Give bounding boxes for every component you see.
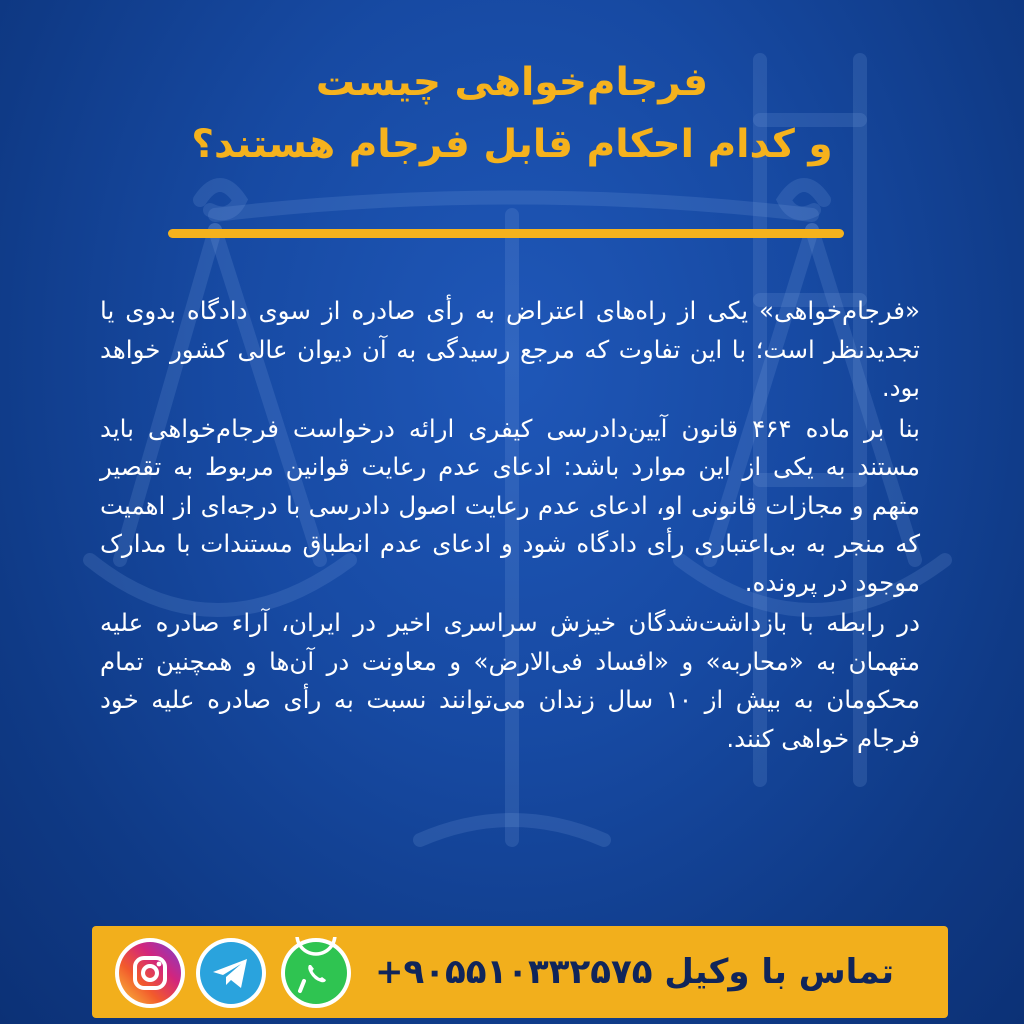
title-line-2: و کدام احکام قابل فرجام هستند؟ — [191, 122, 833, 167]
paragraph-1: «فرجام‌خواهی» یکی از راه‌های اعتراض به رأی صادره از سوی دادگاه بدوی یا تجدیدنظر است؛ با این تفاوت که مرجع رسیدگی به آن دیوان عالی کشور خواهد بود. — [100, 296, 920, 402]
phone-number[interactable]: +۹۰۵۵۱۰۳۳۲۵۷۵ — [375, 952, 653, 992]
paragraph-3: در رابطه با بازداشت‌شدگان خیزش سراسری اخیر در ایران، آراء صادره علیه متهمان به «محاربه» و «افساد فی‌الارض» و معاونت در آن‌ها و همچنین تمام محکومان به بیش از ۱۰ سال زندان می‌توانند نسبت به رأی صادره علیه خود فرجام خواهی کنند. — [100, 608, 920, 753]
page-title — [90, 52, 934, 176]
whatsapp-icon[interactable] — [280, 937, 352, 1009]
title-divider — [168, 229, 844, 238]
title-line-1: فرجام‌خواهی چیست — [315, 60, 709, 105]
instagram-icon[interactable] — [114, 937, 186, 1009]
contact-text — [375, 946, 894, 998]
telegram-icon[interactable] — [195, 937, 267, 1009]
paragraph-2: بنا بر ماده ۴۶۴ قانون آیین‌دادرسی کیفری ارائه درخواست فرجام‌خواهی باید مستند به یکی از این موارد باشد: ادعای عدم رعایت قوانین مربوط به تقصیر متهم و مجازات قانونی او، ادعای عدم رعایت اصول دادرسی با درجه‌ای از اهمیت که منجر به بی‌اعتباری رأی دادگاه شود و ادعای عدم انطباق مستندات با مدارک موجود در پرونده. — [100, 413, 920, 597]
article-body — [100, 292, 920, 760]
contact-label: تماس با وکیل — [664, 952, 894, 992]
